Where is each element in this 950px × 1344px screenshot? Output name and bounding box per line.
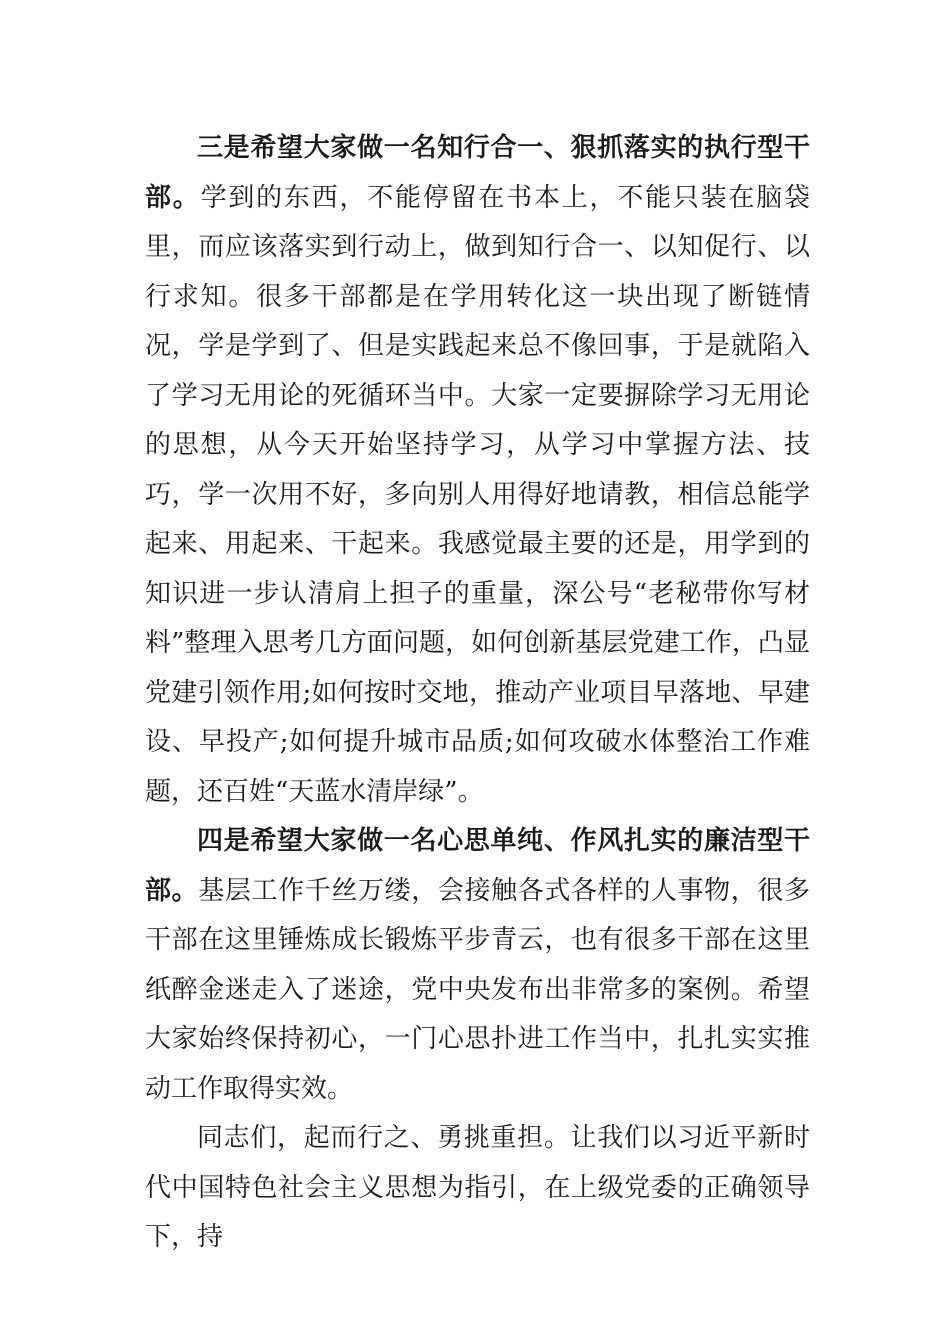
paragraph-text: 基层工作千丝万缕，会接触各式各样的人事物，很多干部在这里锤炼成长锻炼平步青云，也有很多干部在这里纸醉金迷走入了迷途，党中央发布出非常多的案例。希望大家始终保持初心，一门心思扑进工作当中，扎扎实实推动工作取得实效。 — [145, 875, 810, 1104]
paragraph-fourth-hope — [145, 817, 810, 1114]
paragraph-text: 同志们，起而行之、勇挑重担。让我们以习近平新时代中国特色社会主义思想为指引，在上级党委的正确领导下，持 — [145, 1123, 810, 1252]
paragraph-text: 学到的东西，不能停留在书本上，不能只装在脑袋里，而应该落实到行动上，做到知行合一、以知促行、以行求知。很多干部都是在学用转化这一块出现了断链情况，学是学到了、但是实践起来总不像回事，于是就陷入了学习无用论的死循环当中。大家一定要摒除学习无用论的思想，从今天开始坚持学习，从学习中掌握方法、技巧，学一次用不好，多向别人用得好地请教，相信总能学起来、用起来、干起来。我感觉最主要的还是，用学到的知识进一步认清肩上担子的重量，深公号“老秘带你写材料”整理入思考几方面问题，如何创新基层党建工作，凸显党建引领作用;如何按时交地，推动产业项目早落地、早建设、早投产;如何提升城市品质;如何攻破水体整治工作难题，还百姓“天蓝水清岸绿”。 — [145, 182, 810, 807]
document-body — [145, 124, 810, 1263]
paragraph-third-hope — [145, 124, 810, 817]
paragraph-heading: 四是希望大家做一名心思单纯、作风扎实的廉洁型干部。 — [145, 826, 810, 906]
paragraph-heading: 三是希望大家做一名知行合一、狠抓落实的执行型干部。 — [145, 133, 810, 213]
paragraph-closing — [145, 1114, 810, 1263]
